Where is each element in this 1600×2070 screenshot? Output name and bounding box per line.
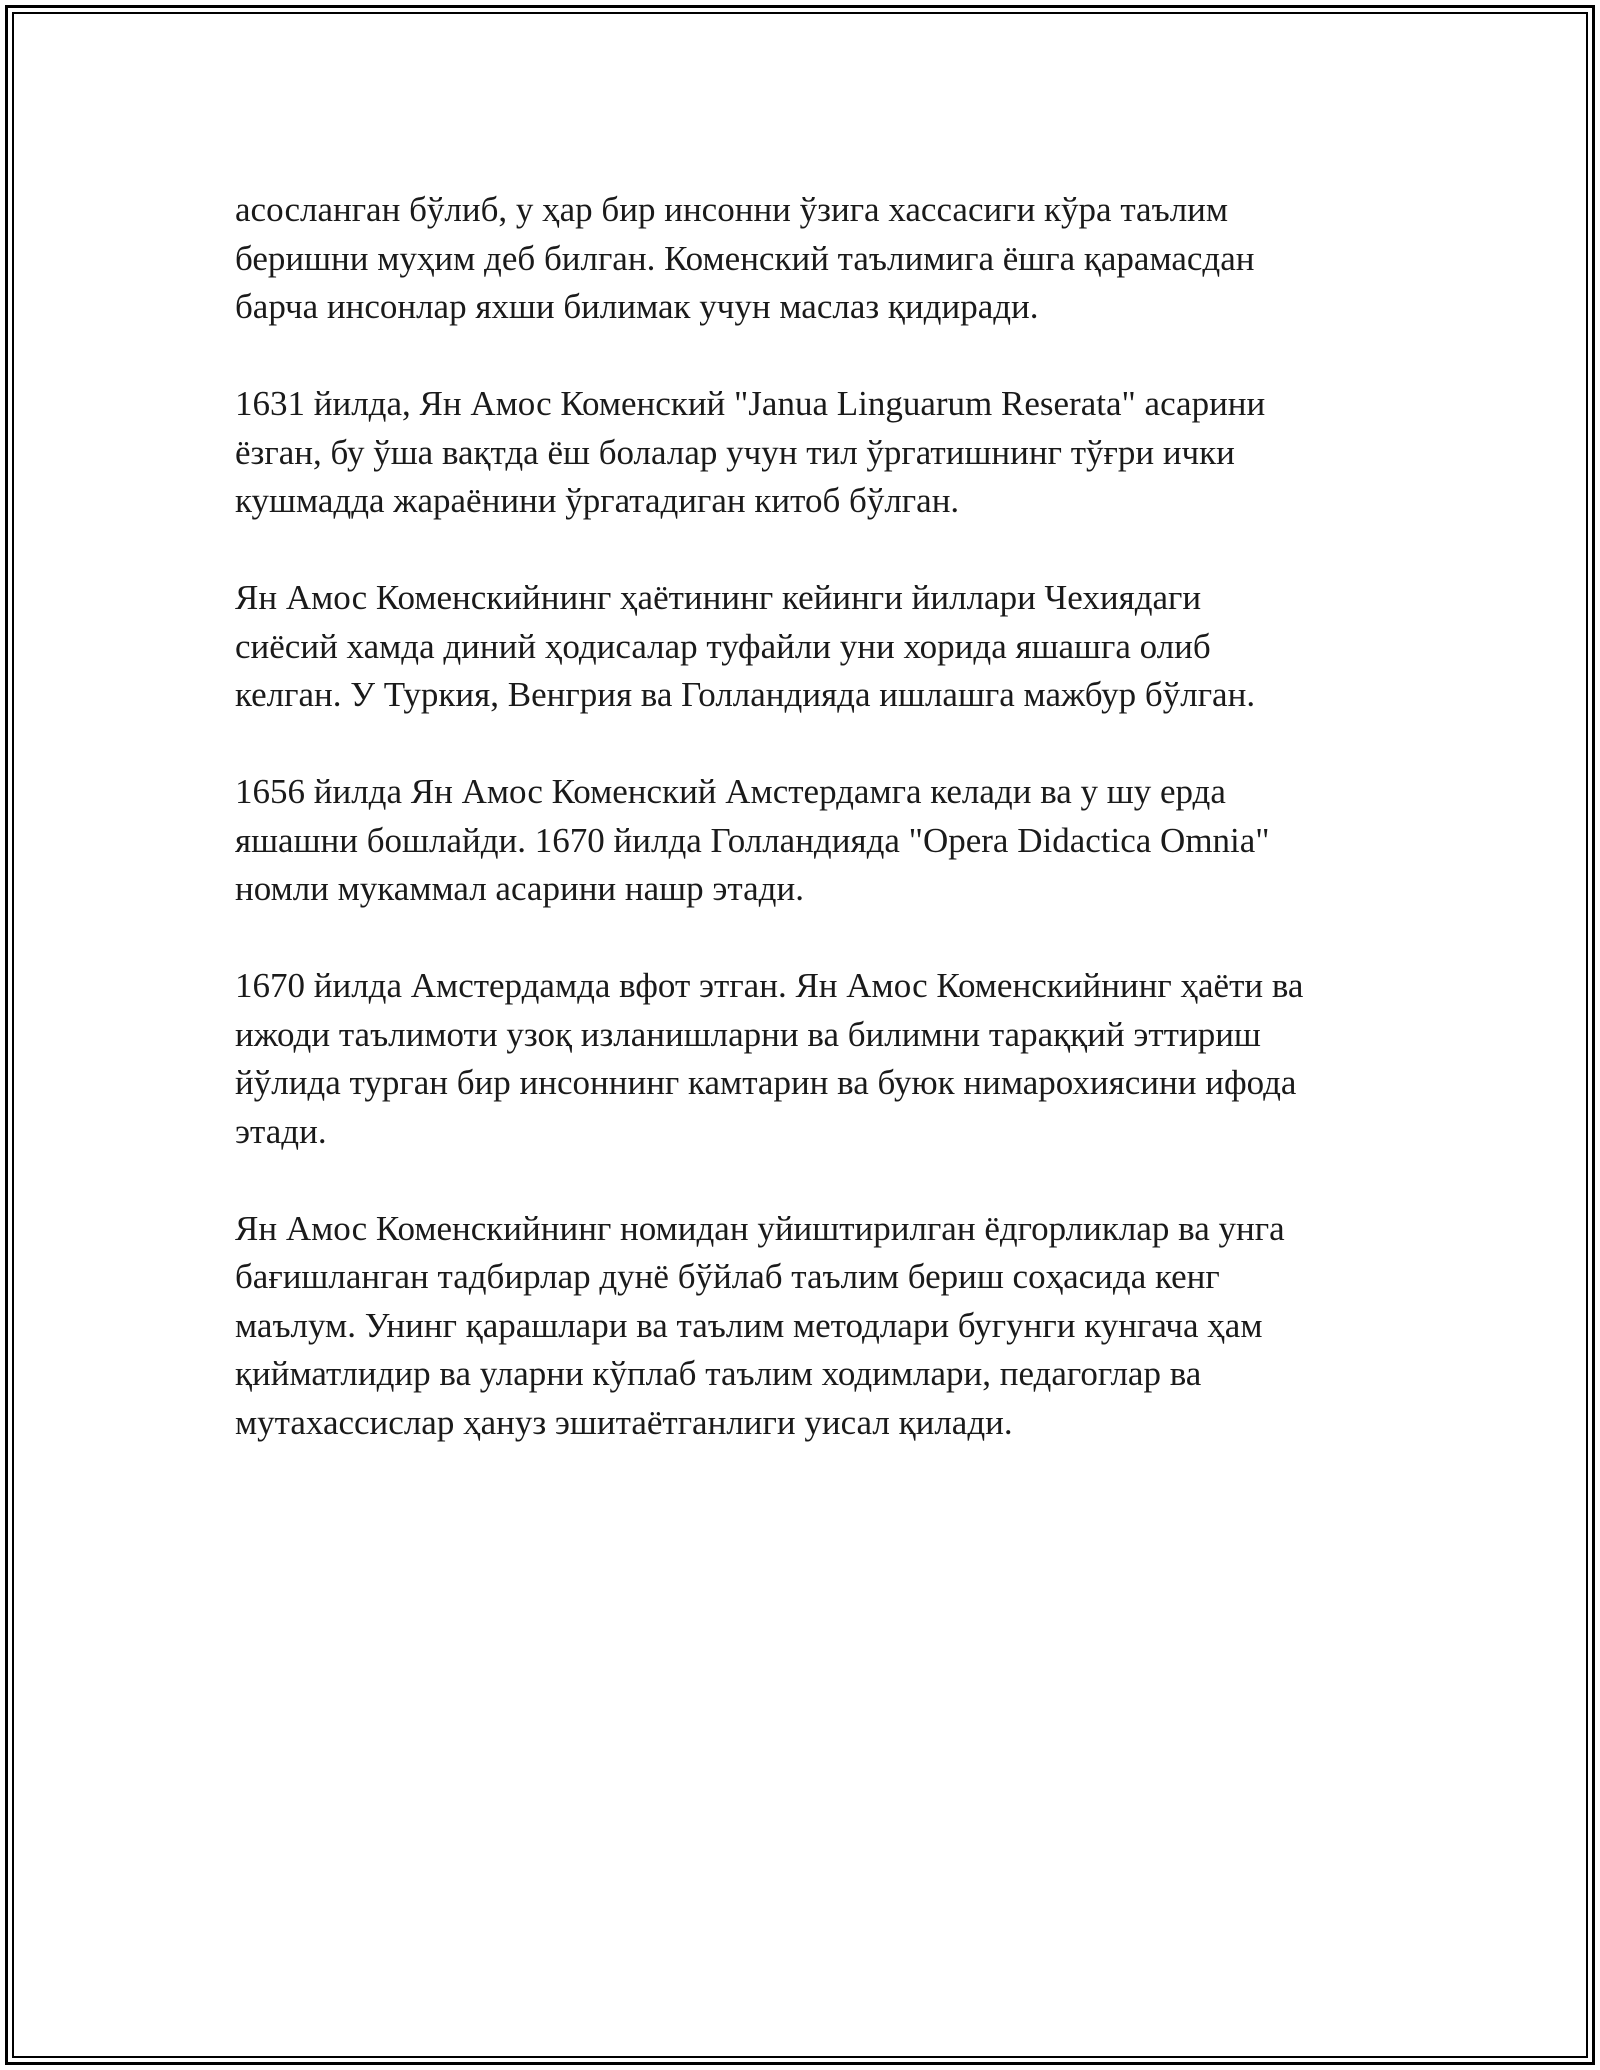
paragraph-2: 1631 йилда, Ян Амос Коменский "Janua Linguarum Reserata" асарини ёзган, бу ўша вақтда ёш болалар учун тил ўргатишнинг тўғри ички кушмадда жараёнини ўргатадиган китоб бўлган. [235,384,1266,520]
paragraph-1: асосланган бўлиб, у ҳар бир инсонни ўзига хассасиги кўра таълим беришни муҳим деб билган. Коменский таълимига ёшга қарамасдан барча инсонлар яхши билимак учун маслаз қидиради. [235,190,1255,326]
paragraph-4: 1656 йилда Ян Амос Коменский Амстердамга келади ва у шу ерда яшашни бошлайди. 1670 йилда Голландияда "Opera Didactica Omnia" номли мукаммал асарини нашр этади. [235,772,1270,908]
paragraph-6: Ян Амос Коменскийнинг номидан уйиштирилган ёдгорликлар ва унга бағишланган тадбирлар дунё бўйлаб таълим бериш соҳасида кенг маълум. Унинг қарашлари ва таълим методлари бугунги кунгача ҳам қийматлидир ва уларни кўплаб таълим ходимлари, педагоглар ва мутахассислар ҳануз эшитаётганлиги уисал қилади. [235,1208,1285,1442]
paragraph-5: 1670 йилда Амстердамда вфот этган. Ян Амос Коменскийнинг ҳаёти ва ижоди таълимоти узоқ изланишларни ва билимни тараққий эттириш йўлида турган бир инсоннинг камтарин ва буюк нимарохиясини ифода этади. [235,966,1304,1151]
paragraph-3: Ян Амос Коменскийнинг ҳаётининг кейинги йиллари Чехиядаги сиёсий хамда диний ҳодисалар туфайли уни хорида яшашга олиб келган. У Туркия, Венгрия ва Голландияда ишлашга мажбур бўлган. [235,578,1256,714]
document-body [235,186,1375,1496]
